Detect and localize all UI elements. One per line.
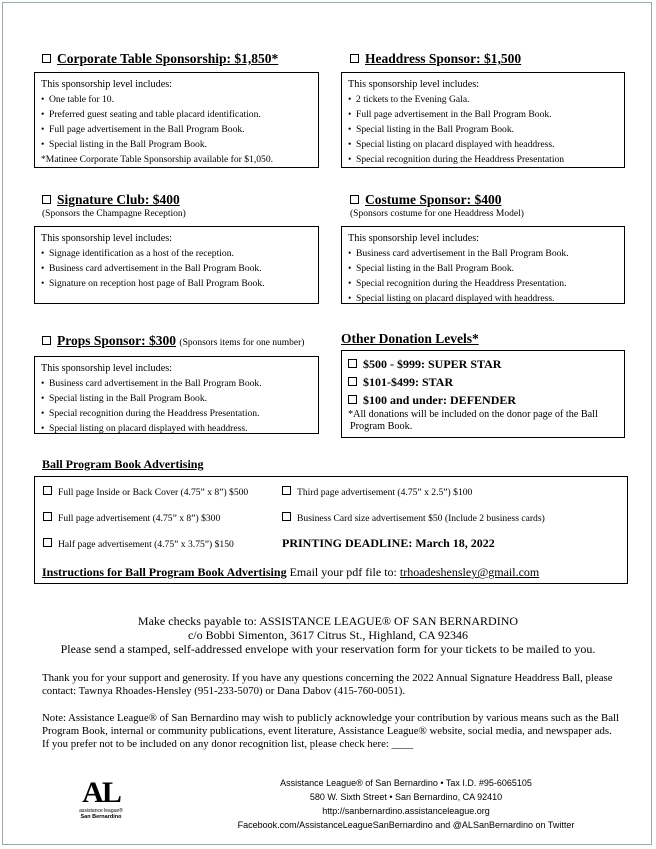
instructions-email[interactable]: trhoadeshensley@gmail.com <box>399 565 540 579</box>
props-item: • Special listing on placard displayed with headdress. <box>41 421 312 436</box>
donation-level-superstar: $500 - $999: SUPER STAR <box>348 355 618 373</box>
signature-item: • Signature on reception host page of Ball Program Book. <box>41 276 312 291</box>
note-paragraph: Note: Assistance League® of San Bernardino may wish to publicly acknowledge your contribution by various means such as the Ball Program Book, internal or community publications, event literature, Assistance League® website, social media, and newspaper ads. If you prefer not to be included on any donor recognition list, please check here: ____ <box>42 712 620 750</box>
costume-heading <box>350 192 502 208</box>
costume-intro: This sponsorship level includes: <box>348 233 480 244</box>
headdress-checkbox[interactable] <box>350 54 359 63</box>
donations-box <box>341 350 625 438</box>
payment-line2: c/o Bobbi Simenton, 3617 Citrus St., Highland, CA 92346 <box>187 628 468 642</box>
props-item: • Special recognition during the Headdress Presentation. <box>41 406 312 421</box>
headdress-item: • Full page advertisement in the Ball Program Book. <box>348 107 618 122</box>
ad-checkbox[interactable] <box>43 538 52 547</box>
signature-checkbox[interactable] <box>42 195 51 204</box>
signature-box <box>34 226 319 304</box>
advertising-title: Ball Program Book Advertising <box>42 457 204 471</box>
footer-line1: Assistance League® of San Bernardino • Tax I.D. #95-6065105 <box>280 778 532 788</box>
costume-checkbox[interactable] <box>350 195 359 204</box>
corporate-note: *Matinee Corporate Table Sponsorship available for $1,050. <box>41 154 274 165</box>
headdress-title: Headdress Sponsor: $1,500 <box>365 51 522 66</box>
corporate-box <box>34 72 319 168</box>
costume-item: • Special listing on placard displayed with headdress. <box>348 291 618 306</box>
footer-line4[interactable]: Facebook.com/AssistanceLeagueSanBernardino and @ALSanBernardino on Twitter <box>237 820 575 830</box>
headdress-heading <box>350 51 521 67</box>
signature-item: • Business card advertisement in the Ball Program Book. <box>41 261 312 276</box>
props-item: • Business card advertisement in the Ball Program Book. <box>41 376 312 391</box>
props-subtitle: (Sponsors items for one number) <box>179 338 305 348</box>
thanks-paragraph: Thank you for your support and generosity. If you have any questions concerning the 2022 Annual Signature Headdress Ball, please contact: Tawnya Rhoades-Hensley (951-233-5070) or Dana Dabov (415-760-0051). <box>42 672 613 697</box>
ad-option-half: Half page advertisement (4.75” x 3.75”) $150 <box>43 538 234 550</box>
corporate-checkbox[interactable] <box>42 54 51 63</box>
corporate-item: • Full page advertisement in the Ball Program Book. <box>41 122 312 137</box>
donation-level-star: $101-$499: STAR <box>348 373 618 391</box>
props-heading <box>42 333 304 349</box>
instructions-text: Email your pdf file to: <box>289 565 397 579</box>
headdress-item: • 2 tickets to the Evening Gala. <box>348 92 618 107</box>
costume-item: • Special recognition during the Headdress Presentation. <box>348 276 618 291</box>
props-checkbox[interactable] <box>42 336 51 345</box>
signature-intro: This sponsorship level includes: <box>41 233 173 244</box>
logo-line2: San Bernardino <box>80 814 122 820</box>
donation-checkbox[interactable] <box>348 359 357 368</box>
corporate-heading <box>42 51 278 67</box>
corporate-intro: This sponsorship level includes: <box>41 79 173 90</box>
logo-letters: AL <box>82 776 120 809</box>
corporate-item: • One table for 10. <box>41 92 312 107</box>
props-box <box>34 356 319 434</box>
assistance-league-logo <box>72 778 130 820</box>
ad-option-full: Full page advertisement (4.75” x 8”) $300 <box>43 512 220 524</box>
ad-option-third: Third page advertisement (4.75” x 2.5”) $100 <box>282 486 472 498</box>
corporate-title: Corporate Table Sponsorship: $1,850* <box>57 51 279 66</box>
footer-line2: 580 W. Sixth Street • San Bernardino, CA 92410 <box>309 792 503 802</box>
costume-title: Costume Sponsor: $400 <box>365 192 502 207</box>
costume-box <box>341 226 625 304</box>
headdress-item: • Special listing in the Ball Program Book. <box>348 122 618 137</box>
headdress-intro: This sponsorship level includes: <box>348 79 480 90</box>
corporate-item: • Preferred guest seating and table placard identification. <box>41 107 312 122</box>
ad-option-business: Business Card size advertisement $50 (Include 2 business cards) <box>282 512 545 524</box>
costume-subtitle: (Sponsors costume for one Headdress Model) <box>350 209 524 219</box>
costume-item: • Business card advertisement in the Ball Program Book. <box>348 246 618 261</box>
advertising-heading <box>42 457 203 472</box>
instructions-label: Instructions for Ball Program Book Advertising <box>42 565 287 579</box>
ad-checkbox[interactable] <box>43 512 52 521</box>
headdress-box <box>341 72 625 168</box>
donations-heading <box>341 331 479 347</box>
advertising-instructions <box>42 565 539 580</box>
donations-title: Other Donation Levels* <box>341 331 479 346</box>
headdress-item: • Special recognition during the Headdress Presentation <box>348 152 618 167</box>
headdress-item: • Special listing on placard displayed with headdress. <box>348 137 618 152</box>
donation-checkbox[interactable] <box>348 377 357 386</box>
ad-checkbox[interactable] <box>282 486 291 495</box>
footer-line3[interactable]: http://sanbernardino.assistanceleague.org <box>322 806 490 816</box>
props-item: • Special listing in the Ball Program Book. <box>41 391 312 406</box>
ad-option-inside-back: Full page Inside or Back Cover (4.75” x 8”) $500 <box>43 486 248 498</box>
signature-title: Signature Club: $400 <box>57 192 180 207</box>
corporate-item: • Special listing in the Ball Program Book. <box>41 137 312 152</box>
donation-checkbox[interactable] <box>348 395 357 404</box>
ad-checkbox[interactable] <box>43 486 52 495</box>
costume-item: • Special listing in the Ball Program Book. <box>348 261 618 276</box>
logo-line1: assistance league® <box>79 808 123 814</box>
signature-item: • Signage identification as a host of the reception. <box>41 246 312 261</box>
props-intro: This sponsorship level includes: <box>41 363 173 374</box>
ad-checkbox[interactable] <box>282 512 291 521</box>
donation-level-defender: $100 and under: DEFENDER <box>348 391 618 409</box>
printing-deadline: PRINTING DEADLINE: March 18, 2022 <box>282 536 495 550</box>
payment-line1: Make checks payable to: ASSISTANCE LEAGUE® OF SAN BERNARDINO <box>137 614 519 628</box>
donations-note: *All donations will be included on the donor page of the Ball Program Book. <box>348 409 598 432</box>
props-title: Props Sponsor: $300 <box>57 333 177 348</box>
signature-subtitle: (Sponsors the Champagne Reception) <box>42 209 186 219</box>
signature-heading <box>42 192 180 208</box>
payment-line3: Please send a stamped, self-addressed envelope with your reservation form for your tickets to be mailed to you. <box>60 642 596 656</box>
